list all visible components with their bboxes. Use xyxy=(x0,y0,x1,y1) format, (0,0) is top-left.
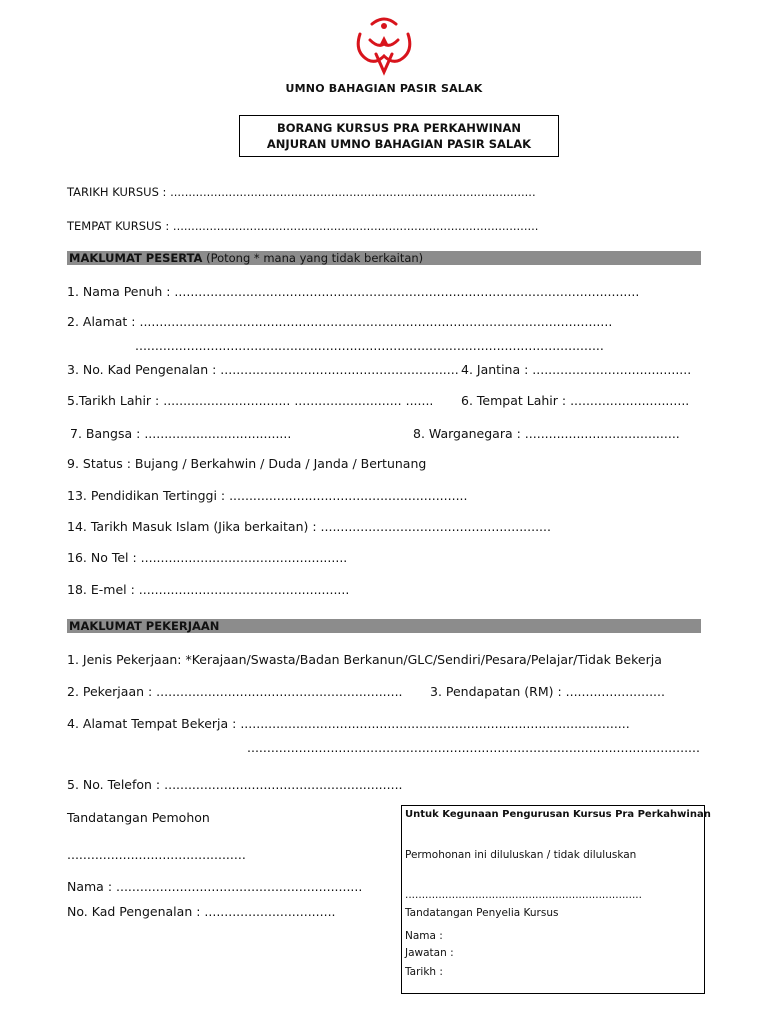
course-date-field[interactable]: TARIKH KURSUS : .................................................................................................... xyxy=(67,185,536,199)
address-field[interactable]: 2. Alamat : ....................................................................................................................... xyxy=(67,314,613,329)
work-address-continuation-field[interactable]: .................................................................................................................. xyxy=(247,740,700,755)
admin-use-box xyxy=(401,805,711,994)
ic-number-field[interactable]: 3. No. Kad Pengenalan : ............................................................ xyxy=(67,362,459,377)
citizenship-field[interactable]: 8. Warganegara : ....................................... xyxy=(413,426,680,441)
umno-logo xyxy=(350,14,418,76)
employment-section-bar xyxy=(67,619,701,633)
income-field[interactable]: 3. Pendapatan (RM) : ......................... xyxy=(430,684,665,699)
participant-section-note: (Potong * mana yang tidak berkaitan) xyxy=(202,251,424,265)
participant-section-bar xyxy=(67,251,701,265)
course-place-field[interactable]: TEMPAT KURSUS : .................................................................................................... xyxy=(67,219,539,233)
supervisor-name-field[interactable]: Nama : xyxy=(405,930,443,942)
occupation-field[interactable]: 2. Pekerjaan : .............................................................. xyxy=(67,684,403,699)
applicant-signature-line[interactable]: ............................................. xyxy=(67,847,246,862)
marital-status-field[interactable]: 9. Status : Bujang / Berkahwin / Duda / Janda / Bertunang xyxy=(67,456,427,471)
birth-date-field[interactable]: 5.Tarikh Lahir : ................................ ........................... ....... xyxy=(67,393,434,408)
race-field[interactable]: 7. Bangsa : ..................................... xyxy=(70,426,292,441)
admin-box-title: Untuk Kegunaan Pengurusan Kursus Pra Perkahwinan xyxy=(405,809,711,820)
conversion-date-field[interactable]: 14. Tarikh Masuk Islam (Jika berkaitan) : .......................................................... xyxy=(67,519,551,534)
full-name-field[interactable]: 1. Nama Penuh : ..................................................................................................................... xyxy=(67,284,640,299)
participant-section-title: MAKLUMAT PESERTA xyxy=(69,251,203,265)
supervisor-signature-line[interactable]: ....................................................................... xyxy=(405,889,642,901)
applicant-signature-label: Tandatangan Pemohon xyxy=(67,810,210,825)
work-address-field[interactable]: 4. Alamat Tempat Bekerja : .................................................................................................. xyxy=(67,716,630,731)
email-field[interactable]: 18. E-mel : ..................................................... xyxy=(67,582,350,597)
organization-name: UMNO BAHAGIAN PASIR SALAK xyxy=(285,82,483,95)
supervisor-signature-label: Tandatangan Penyelia Kursus xyxy=(405,907,559,919)
phone-field[interactable]: 16. No Tel : .................................................... xyxy=(67,550,348,565)
gender-field[interactable]: 4. Jantina : ........................................ xyxy=(461,362,692,377)
birth-place-field[interactable]: 6. Tempat Lahir : .............................. xyxy=(461,393,690,408)
address-continuation-field[interactable]: ...................................................................................................................... xyxy=(135,338,604,353)
form-title-line2: ANJURAN UMNO BAHAGIAN PASIR SALAK xyxy=(266,137,532,151)
form-title-box xyxy=(239,115,559,157)
job-type-field[interactable]: 1. Jenis Pekerjaan: *Kerajaan/Swasta/Badan Berkanun/GLC/Sendiri/Pesara/Pelajar/Tidak Bekerja xyxy=(67,652,662,667)
approval-status-text[interactable]: Permohonan ini diluluskan / tidak diluluskan xyxy=(405,849,637,861)
applicant-name-field[interactable]: Nama : .............................................................. xyxy=(67,879,363,894)
employment-section-title: MAKLUMAT PEKERJAAN xyxy=(69,619,220,633)
work-phone-field[interactable]: 5. No. Telefon : ............................................................ xyxy=(67,777,403,792)
supervisor-date-field[interactable]: Tarikh : xyxy=(405,966,443,978)
supervisor-position-field[interactable]: Jawatan : xyxy=(405,947,454,959)
form-title-line1: BORANG KURSUS PRA PERKAHWINAN xyxy=(276,121,522,135)
applicant-ic-field[interactable]: No. Kad Pengenalan : ................................. xyxy=(67,904,336,919)
education-field[interactable]: 13. Pendidikan Tertinggi : ............................................................ xyxy=(67,488,468,503)
